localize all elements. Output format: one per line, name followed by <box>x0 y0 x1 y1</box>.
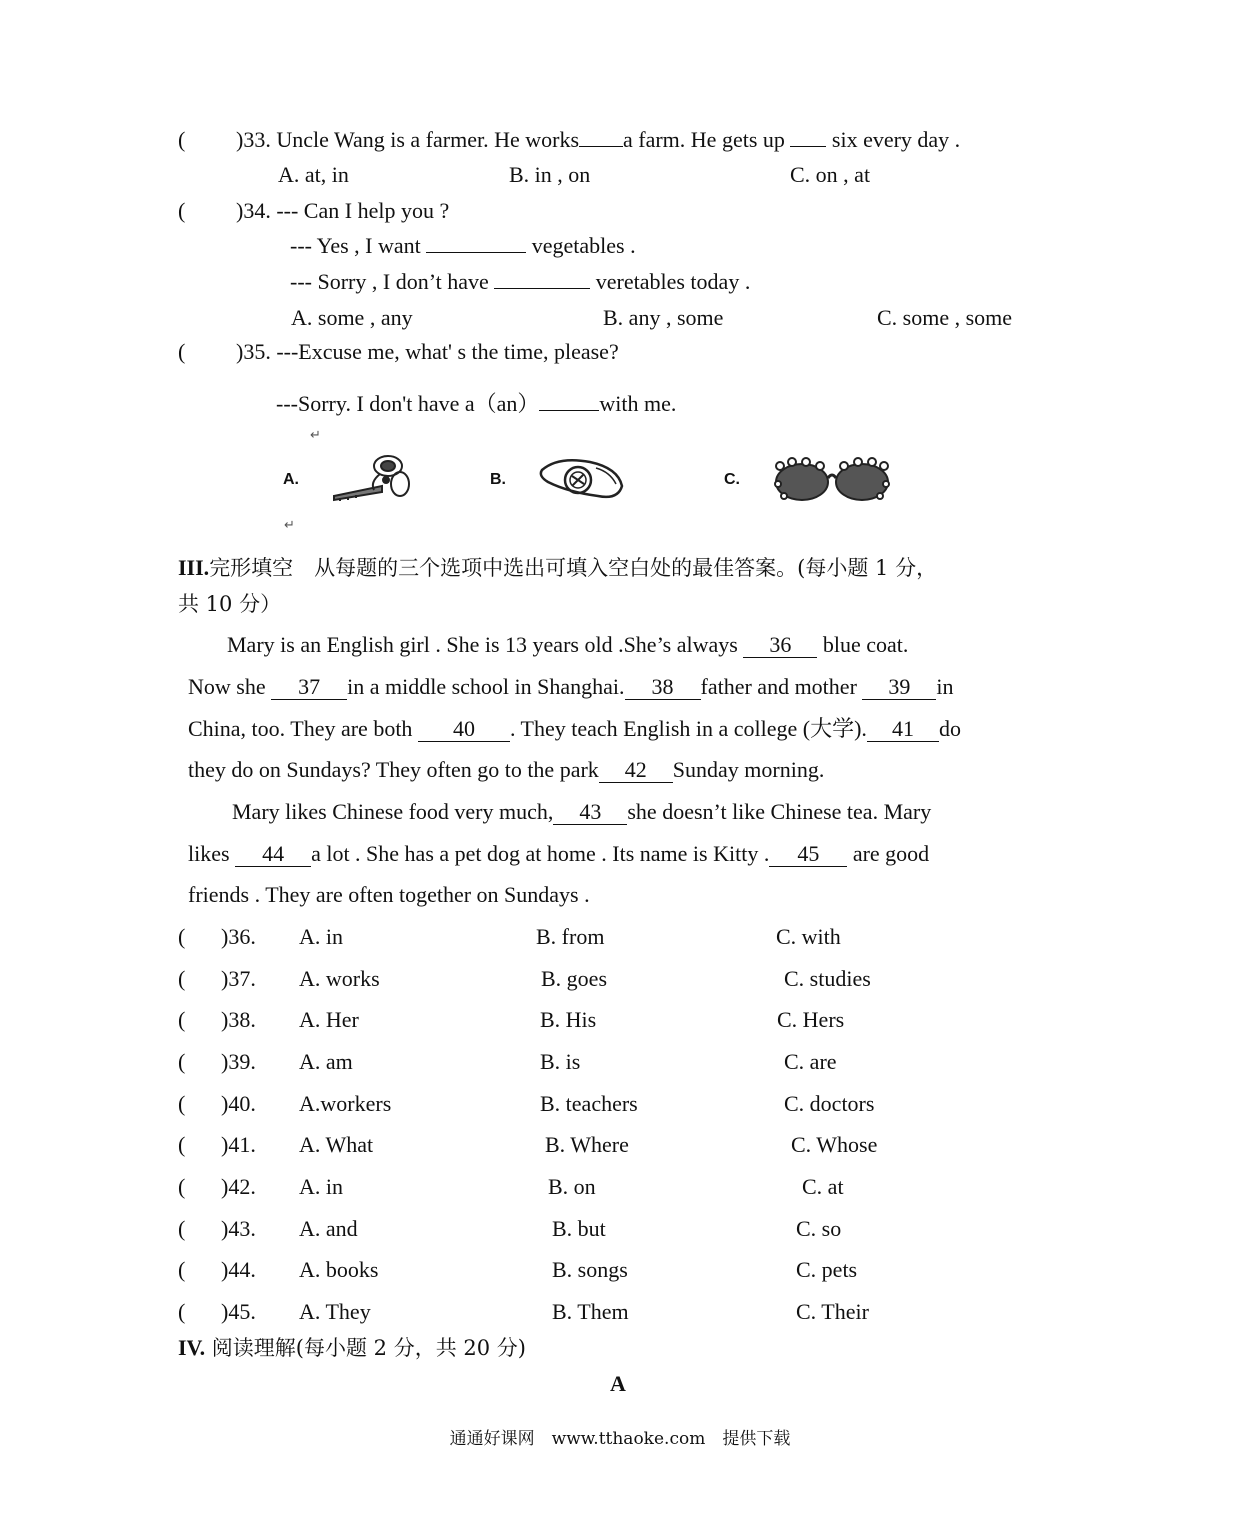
section3-heading-line2: 共 10 分） <box>178 592 282 616</box>
q34-option-b: B. any , some <box>603 305 724 330</box>
q33-paren: ( <box>178 127 186 152</box>
choice-number: )44. <box>221 1257 256 1282</box>
keys-icon <box>330 452 420 502</box>
choice-option-a: A. What <box>299 1132 374 1157</box>
q35-line1: ---Excuse me, what' s the time, please? <box>270 339 619 364</box>
choice-option-c: C. pets <box>796 1257 858 1282</box>
choice-number: )36. <box>221 924 256 949</box>
q35-paren: ( <box>178 339 186 364</box>
passage-text: do <box>938 716 961 741</box>
choice-number: )43. <box>221 1216 256 1241</box>
blank-42[interactable]: 42 <box>599 758 673 783</box>
choice-paren: ( <box>178 1257 186 1282</box>
passage-text: . They teach English in a college (大学). <box>509 716 867 741</box>
choice-option-a: A. Her <box>299 1007 359 1032</box>
q34-line3-b: veretables today . <box>590 269 751 294</box>
passage-text: she doesn’t like Chinese tea. Mary <box>627 799 932 824</box>
passage-line-5 <box>232 798 931 826</box>
choice-option-b: B. Them <box>552 1299 629 1324</box>
passage-text: father and mother <box>700 674 863 699</box>
q35-number: )35. <box>236 339 271 364</box>
blank-45[interactable]: 45 <box>769 842 847 867</box>
choice-option-c: C. so <box>796 1216 842 1241</box>
q34-line2 <box>290 232 636 260</box>
q35-blank[interactable] <box>539 410 599 411</box>
section4-title: 阅读理解(每小题 2 分，共 20 分) <box>205 1336 526 1360</box>
choice-option-a: A.workers <box>299 1091 392 1116</box>
q34-blank-1[interactable] <box>426 252 526 253</box>
choice-number: )45. <box>221 1299 256 1324</box>
passage-text: are good <box>847 841 930 866</box>
blank-44[interactable]: 44 <box>235 842 311 867</box>
choice-option-b: B. songs <box>552 1257 628 1282</box>
blank-37[interactable]: 37 <box>271 675 347 700</box>
passage-line-2 <box>188 673 954 701</box>
q33-option-b: B. in , on <box>509 162 591 187</box>
q33-text-c: six every day . <box>826 127 961 152</box>
choice-number: )37. <box>221 966 256 991</box>
choice-number: )40. <box>221 1091 256 1116</box>
choice-paren: ( <box>178 1132 186 1157</box>
choice-paren: ( <box>178 1007 186 1032</box>
choice-option-c: C. are <box>784 1049 837 1074</box>
passage-text: Mary likes Chinese food very much, <box>232 799 554 824</box>
q33-option-c: C. on , at <box>790 162 871 187</box>
choice-option-c: C. at <box>802 1174 844 1199</box>
section4-subheading: A <box>610 1371 626 1396</box>
blank-38[interactable]: 38 <box>625 675 701 700</box>
passage-text: a lot . She has a pet dog at home . Its name is Kitty . <box>311 841 770 866</box>
page-footer: 通通好课网 www.tthaoke.com 提供下载 <box>449 1429 791 1449</box>
choice-option-b: B. goes <box>541 966 607 991</box>
watch-icon <box>538 456 628 502</box>
section3-number: III. <box>178 555 210 580</box>
q35-pic-label-b: B. <box>490 471 506 488</box>
q35-stem <box>236 338 619 366</box>
section3-heading-line1 <box>178 553 937 583</box>
glasses-icon <box>770 454 894 504</box>
passage-text: likes <box>188 841 236 866</box>
passage-text: in a middle school in Shanghai. <box>347 674 625 699</box>
section4-number: IV. <box>178 1335 206 1360</box>
q33-number: )33. <box>236 127 271 152</box>
choice-option-b: B. His <box>540 1007 597 1032</box>
blank-41[interactable]: 41 <box>867 717 939 742</box>
choice-paren: ( <box>178 1091 186 1116</box>
choice-paren: ( <box>178 966 186 991</box>
choice-paren: ( <box>178 1216 186 1241</box>
choice-option-a: A. am <box>299 1049 353 1074</box>
q34-option-c: C. some , some <box>877 305 1013 330</box>
choice-option-b: B. but <box>552 1216 606 1241</box>
choice-option-a: A. works <box>299 966 380 991</box>
choice-number: )42. <box>221 1174 256 1199</box>
choice-option-c: C. Whose <box>791 1132 878 1157</box>
passage-text: Now she <box>188 674 272 699</box>
choice-option-a: A. in <box>299 924 343 949</box>
q34-line2-b: vegetables . <box>526 233 636 258</box>
q34-paren: ( <box>178 198 186 223</box>
q33-option-a: A. at, in <box>278 162 349 187</box>
q34-blank-2[interactable] <box>494 288 590 289</box>
choice-paren: ( <box>178 1174 186 1199</box>
enter-mark-1: ↵ <box>310 428 321 443</box>
q34-line3 <box>290 268 750 296</box>
choice-paren: ( <box>178 1049 186 1074</box>
choice-option-b: B. on <box>548 1174 596 1199</box>
choice-option-c: C. with <box>776 924 841 949</box>
q34-line1: --- Can I help you ? <box>270 198 450 223</box>
q33-blank-1[interactable] <box>579 146 623 147</box>
blank-36[interactable]: 36 <box>743 633 817 658</box>
q35-pic-label-c: C. <box>724 471 740 488</box>
choice-option-c: C. Their <box>796 1299 869 1324</box>
q34-number: )34. <box>236 198 271 223</box>
passage-text: blue coat. <box>817 632 909 657</box>
q34-stem <box>236 197 449 225</box>
choice-paren: ( <box>178 1299 186 1324</box>
choice-option-b: B. is <box>540 1049 581 1074</box>
passage-line-1 <box>227 631 908 659</box>
choice-number: )39. <box>221 1049 256 1074</box>
blank-39[interactable]: 39 <box>862 675 936 700</box>
passage-text: Mary is an English girl . She is 13 years old .She’s always <box>227 632 744 657</box>
q33-stem <box>236 126 960 154</box>
q35-line2-b: with me. <box>599 391 677 416</box>
choice-option-a: A. They <box>299 1299 371 1324</box>
passage-text: in <box>936 674 954 699</box>
passage-line-7: friends . They are often together on Sundays . <box>188 882 590 907</box>
choice-option-c: C. doctors <box>784 1091 875 1116</box>
choice-option-a: A. and <box>299 1216 358 1241</box>
q34-line2-a: --- Yes , I want <box>290 233 427 258</box>
passage-line-4 <box>188 756 824 784</box>
passage-text: they do on Sundays? They often go to the park <box>188 757 599 782</box>
section4-heading <box>178 1333 526 1363</box>
q35-pic-label-a: A. <box>283 471 299 488</box>
choice-option-a: A. in <box>299 1174 343 1199</box>
choice-paren: ( <box>178 924 186 949</box>
choice-number: )38. <box>221 1007 256 1032</box>
q33-text-b: a farm. He gets up <box>623 127 791 152</box>
enter-mark-2: ↵ <box>284 518 295 533</box>
choice-option-b: B. teachers <box>540 1091 638 1116</box>
choice-option-a: A. books <box>299 1257 379 1282</box>
choice-option-b: B. from <box>536 924 605 949</box>
section3-title-line1: 完形填空 从每题的三个选项中选出可填入空白处的最佳答案。(每小题 1 分， <box>209 556 938 580</box>
passage-text: China, too. They are both <box>188 716 418 741</box>
passage-line-6 <box>188 840 929 868</box>
blank-43[interactable]: 43 <box>553 800 627 825</box>
q34-line3-a: --- Sorry , I don’t have <box>290 269 495 294</box>
q33-blank-2[interactable] <box>790 146 826 147</box>
choice-option-c: C. Hers <box>777 1007 845 1032</box>
passage-text: Sunday morning. <box>672 757 825 782</box>
choice-option-b: B. Where <box>545 1132 629 1157</box>
q33-text-a: Uncle Wang is a farmer. He works <box>270 127 579 152</box>
q34-option-a: A. some , any <box>291 305 413 330</box>
blank-40[interactable]: 40 <box>418 717 510 742</box>
choice-option-c: C. studies <box>784 966 871 991</box>
q35-line2-a: ---Sorry. I don't have a（an） <box>276 391 540 416</box>
choice-number: )41. <box>221 1132 256 1157</box>
passage-line-3 <box>188 715 961 743</box>
q35-line2 <box>276 390 676 418</box>
